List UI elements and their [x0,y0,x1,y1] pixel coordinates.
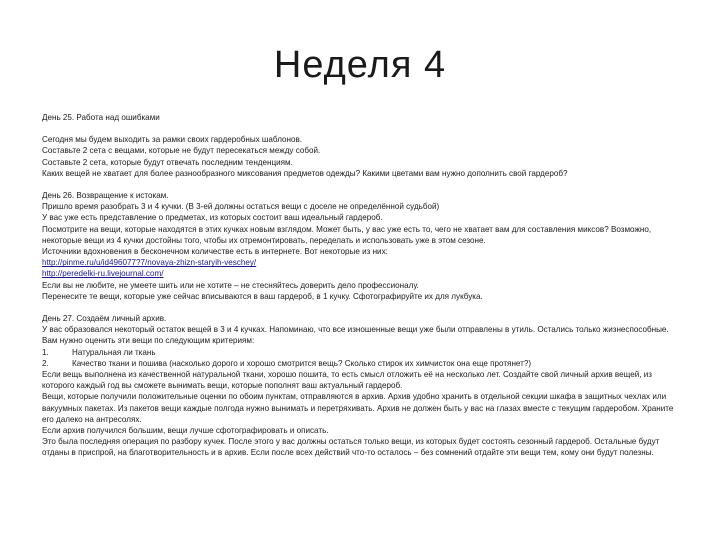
day27-line: Если вещь выполнена из качественной натуральной ткани, хорошо пошита, то есть смысл отложить её на несколько лет. Создайте свой личный архив вещей, из которого каждый год вы сможете вынимать вещи, которые пополнят ваш актуальный гардероб. [42,370,652,391]
criteria-text: Натуральная ли ткань [72,347,156,357]
criteria-item [42,358,678,369]
day25-line: Каких вещей не хватает для более разнообразного миксования предметов одежды? Какими цветами вам нужно дополнить свой гардероб? [42,168,568,178]
day27-line: Это была последняя операция по разбору кучек. После этого у вас должны остаться только вещи, из которых будет состоять сезонный гардероб. Остальные будут отданы в приспрой, на благотворительность и в архив. Если после всех действий что-то осталось – без сомнений отдайте эти вещи тем, кому они будут полезны. [42,437,660,458]
day27-intro: У вас образовался некоторый остаток вещей в 3 и 4 кучках. Напоминаю, что все изношенные вещи уже были отправлены в утиль. Остались только жизнеспособные. [42,325,669,335]
criteria-text: Качество ткани и пошива (насколько дорого и хорошо смотрится вещь? Сколько стирок их химчисток она еще протянет?) [72,358,532,368]
criteria-number: 1. [42,347,49,357]
day26-line: Пришло время разобрать 3 и 4 кучки. (В 3-ей должны остаться вещи с доселе не определённой судьбой) [42,202,440,212]
day25-heading: День 25. Работа над ошибками [42,113,160,122]
peredelki-link[interactable]: http://peredelki-ru.livejournal.com/ [42,269,164,279]
day26-line: Источники вдохновения в бесконечном количестве есть в интернете. Вот некоторые из них: [42,247,388,257]
day27-heading: День 27. Создаём личный архив. [42,314,167,324]
day26-line: У вас уже есть представление о предметах, из которых состоит ваш идеальный гардероб. [42,213,383,223]
slide-title: Неделя 4 [273,44,447,86]
day26-line: Посмотрите на вещи, которые находятся в этих кучках новым взглядом. Может быть, у вас уже есть то, чего не хватает вам для составления миксов? Возможно, некоторые вещи из 4 кучки достойны того, чтобы их отремонтировать, переделать и использовать уже в этом сезоне. [42,224,652,245]
day26-heading: День 26. Возвращение к истокам. [42,191,169,201]
day27-line: Вещи, которые получили положительные оценки по обоим пунктам, отправляются в архив. Архив удобно хранить в отдельной секции шкафа в защитных чехлах или вакуумных пакетах. Из пакетов вещи каждые полгода нужно вынимать и перетряхивать. Архив не должен быть у вас на глазах вместе с текущим гардеробом. Храните его далеко на антресолях. [42,392,674,424]
criteria-number: 2. [42,358,49,368]
day27-line: Если архив получился большим, вещи лучше сфотографировать и описать. [42,426,329,436]
day26-line: Перенесите те вещи, которые уже сейчас вписываются в ваш гардероб, в 1 кучку. Сфотографируйте их для лукбука. [42,291,483,301]
slide-body [42,112,678,459]
day27-criteria-intro: Вам нужно оценить эти вещи по следующим критериям: [42,336,255,346]
day25-line: Составьте 2 сета с вещами, которые не будут пересекаться между собой. [42,146,321,156]
day26-line: Если вы не любите, не умеете шить или не хотите – не стесняйтесь доверить дело профессионалу. [42,280,419,290]
criteria-item [42,347,678,358]
pinme-link[interactable]: http://pinme.ru/u/id496077?7/novaya-zhizn-staryih-veschey/ [42,258,257,268]
day25-line: Составьте 2 сета, которые будут отвечать последним тенденциям. [42,157,293,167]
day25-line: Сегодня мы будем выходить за рамки своих гардеробных шаблонов. [42,135,303,145]
